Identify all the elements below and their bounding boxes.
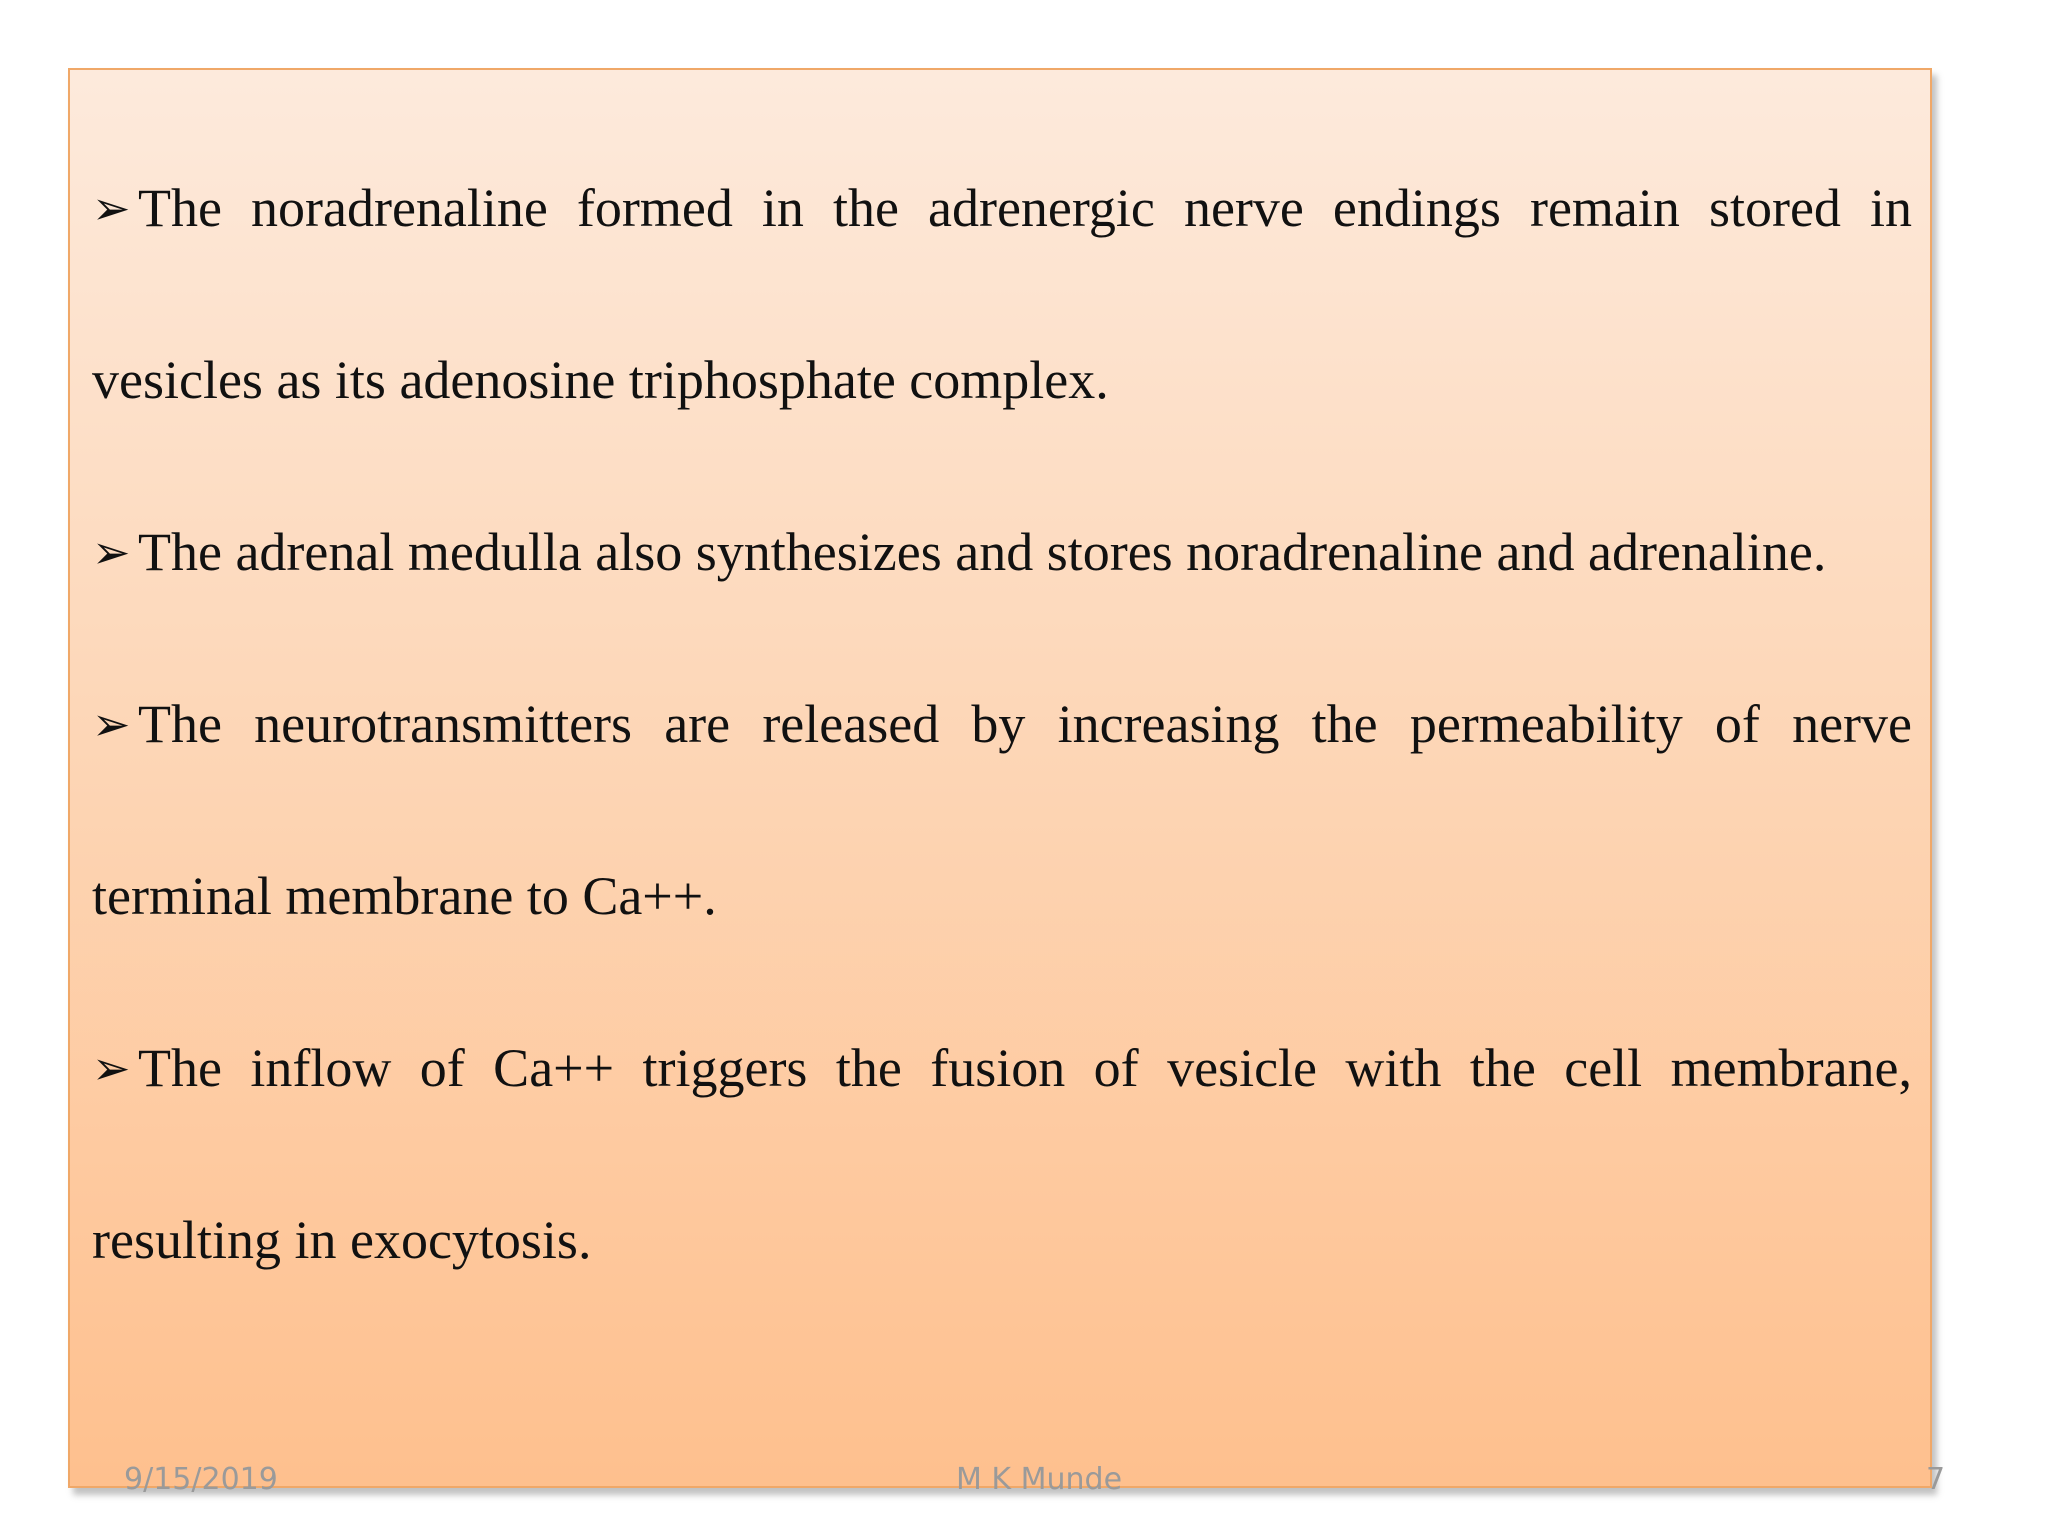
arrow-bullet-icon: ➢	[92, 697, 131, 751]
bullet-text: The noradrenaline formed in the adrenergic nerve endings remain stored in vesicles as its adenosine triphosphate complex.	[92, 178, 1912, 410]
footer-page-number: 7	[1926, 1462, 1946, 1497]
bullet-item	[92, 638, 1912, 982]
arrow-bullet-icon: ➢	[92, 525, 131, 579]
bullet-text: The inflow of Ca++ triggers the fusion of vesicle with the cell membrane, resulting in exocytosis.	[92, 1038, 1912, 1270]
bullet-item	[92, 982, 1912, 1326]
bullet-text: The neurotransmitters are released by increasing the permeability of nerve terminal membrane to Ca++.	[92, 694, 1912, 926]
footer-author: M K Munde	[956, 1462, 1123, 1497]
arrow-bullet-icon: ➢	[92, 1041, 131, 1095]
arrow-bullet-icon: ➢	[92, 181, 131, 235]
bullet-text: The adrenal medulla also synthesizes and stores noradrenaline and adrenaline.	[138, 522, 1827, 582]
footer-date: 9/15/2019	[124, 1462, 278, 1497]
bullet-item	[92, 122, 1912, 466]
content-box	[68, 68, 1932, 1488]
bullet-list	[92, 158, 1912, 1362]
bullet-item	[92, 466, 1912, 638]
